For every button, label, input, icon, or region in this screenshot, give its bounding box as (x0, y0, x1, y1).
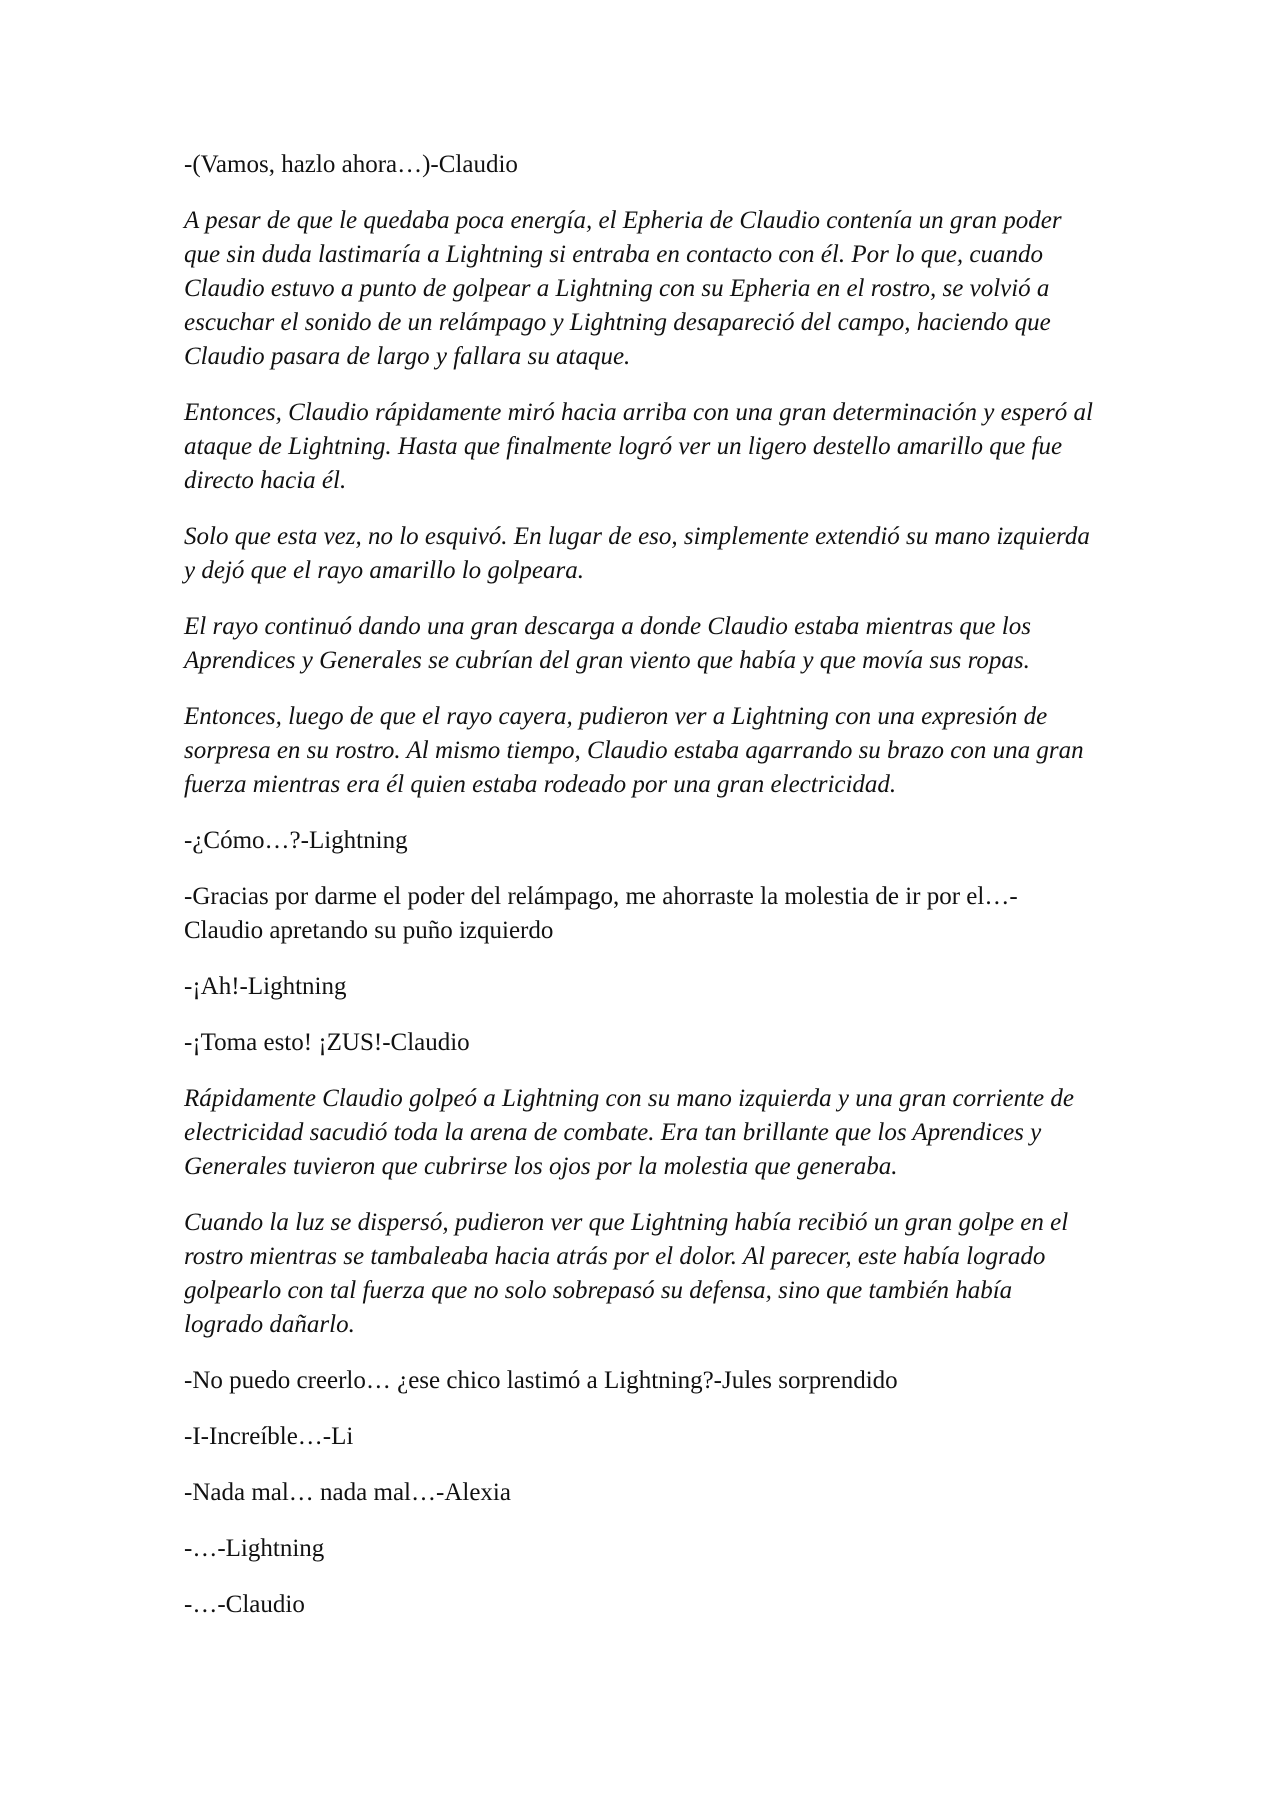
dialogue-line: -No puedo creerlo… ¿ese chico lastimó a Lightning?-Jules sorprendido (184, 1367, 898, 1394)
narration-paragraph: Cuando la luz se dispersó, pudieron ver que Lightning había recibió un gran golpe en el rostro mientras se tambaleaba hacia atrás por el dolor. Al parecer, este había logrado golpearlo con tal fuerza que no solo sobrepasó su defensa, sino que también había logrado dañarlo. (184, 1209, 1069, 1338)
dialogue-line: -Gracias por darme el poder del relámpago, me ahorraste la molestia de ir por el…-Claudio apretando su puño izquierdo (184, 883, 1018, 944)
dialogue-line: -(Vamos, hazlo ahora…)-Claudio (184, 151, 518, 178)
narration-paragraph: A pesar de que le quedaba poca energía, el Epheria de Claudio contenía un gran poder que sin duda lastimaría a Lightning si entraba en contacto con él. Por lo que, cuando Claudio estuvo a punto de golpear a Lightning con su Epheria en el rostro, se volvió a escuchar el sonido de un relámpago y Lightning desapareció del campo, haciendo que Claudio pasara de largo y fallara su ataque. (184, 207, 1062, 370)
dialogue-line: -I-Increíble…-Li (184, 1423, 354, 1450)
dialogue-line: -¡Ah!-Lightning (184, 973, 347, 1000)
dialogue-line: -…-Lightning (184, 1535, 325, 1562)
dialogue-line: -…-Claudio (184, 1591, 305, 1618)
narration-paragraph: Entonces, luego de que el rayo cayera, pudieron ver a Lightning con una expresión de sorpresa en su rostro. Al mismo tiempo, Claudio estaba agarrando su brazo con una gran fuerza mientras era él quien estaba rodeado por una gran electricidad. (184, 703, 1084, 798)
dialogue-line: -¡Toma esto! ¡ZUS!-Claudio (184, 1029, 470, 1056)
narration-paragraph: Entonces, Claudio rápidamente miró hacia arriba con una gran determinación y esperó al ataque de Lightning. Hasta que finalmente logró ver un ligero destello amarillo que fue directo hacia él. (184, 399, 1093, 494)
dialogue-line: -Nada mal… nada mal…-Alexia (184, 1479, 511, 1506)
narration-paragraph: Rápidamente Claudio golpeó a Lightning con su mano izquierda y una gran corriente de electricidad sacudió toda la arena de combate. Era tan brillante que los Aprendices y Generales tuvieron que cubrirse los ojos por la molestia que generaba. (184, 1085, 1074, 1180)
narration-paragraph: Solo que esta vez, no lo esquivó. En lugar de eso, simplemente extendió su mano izquierda y dejó que el rayo amarillo lo golpeara. (184, 523, 1090, 584)
narration-paragraph: El rayo continuó dando una gran descarga a donde Claudio estaba mientras que los Aprendices y Generales se cubrían del gran viento que había y que movía sus ropas. (184, 613, 1031, 674)
document-body (184, 148, 1096, 1644)
dialogue-line: -¿Cómo…?-Lightning (184, 827, 408, 854)
